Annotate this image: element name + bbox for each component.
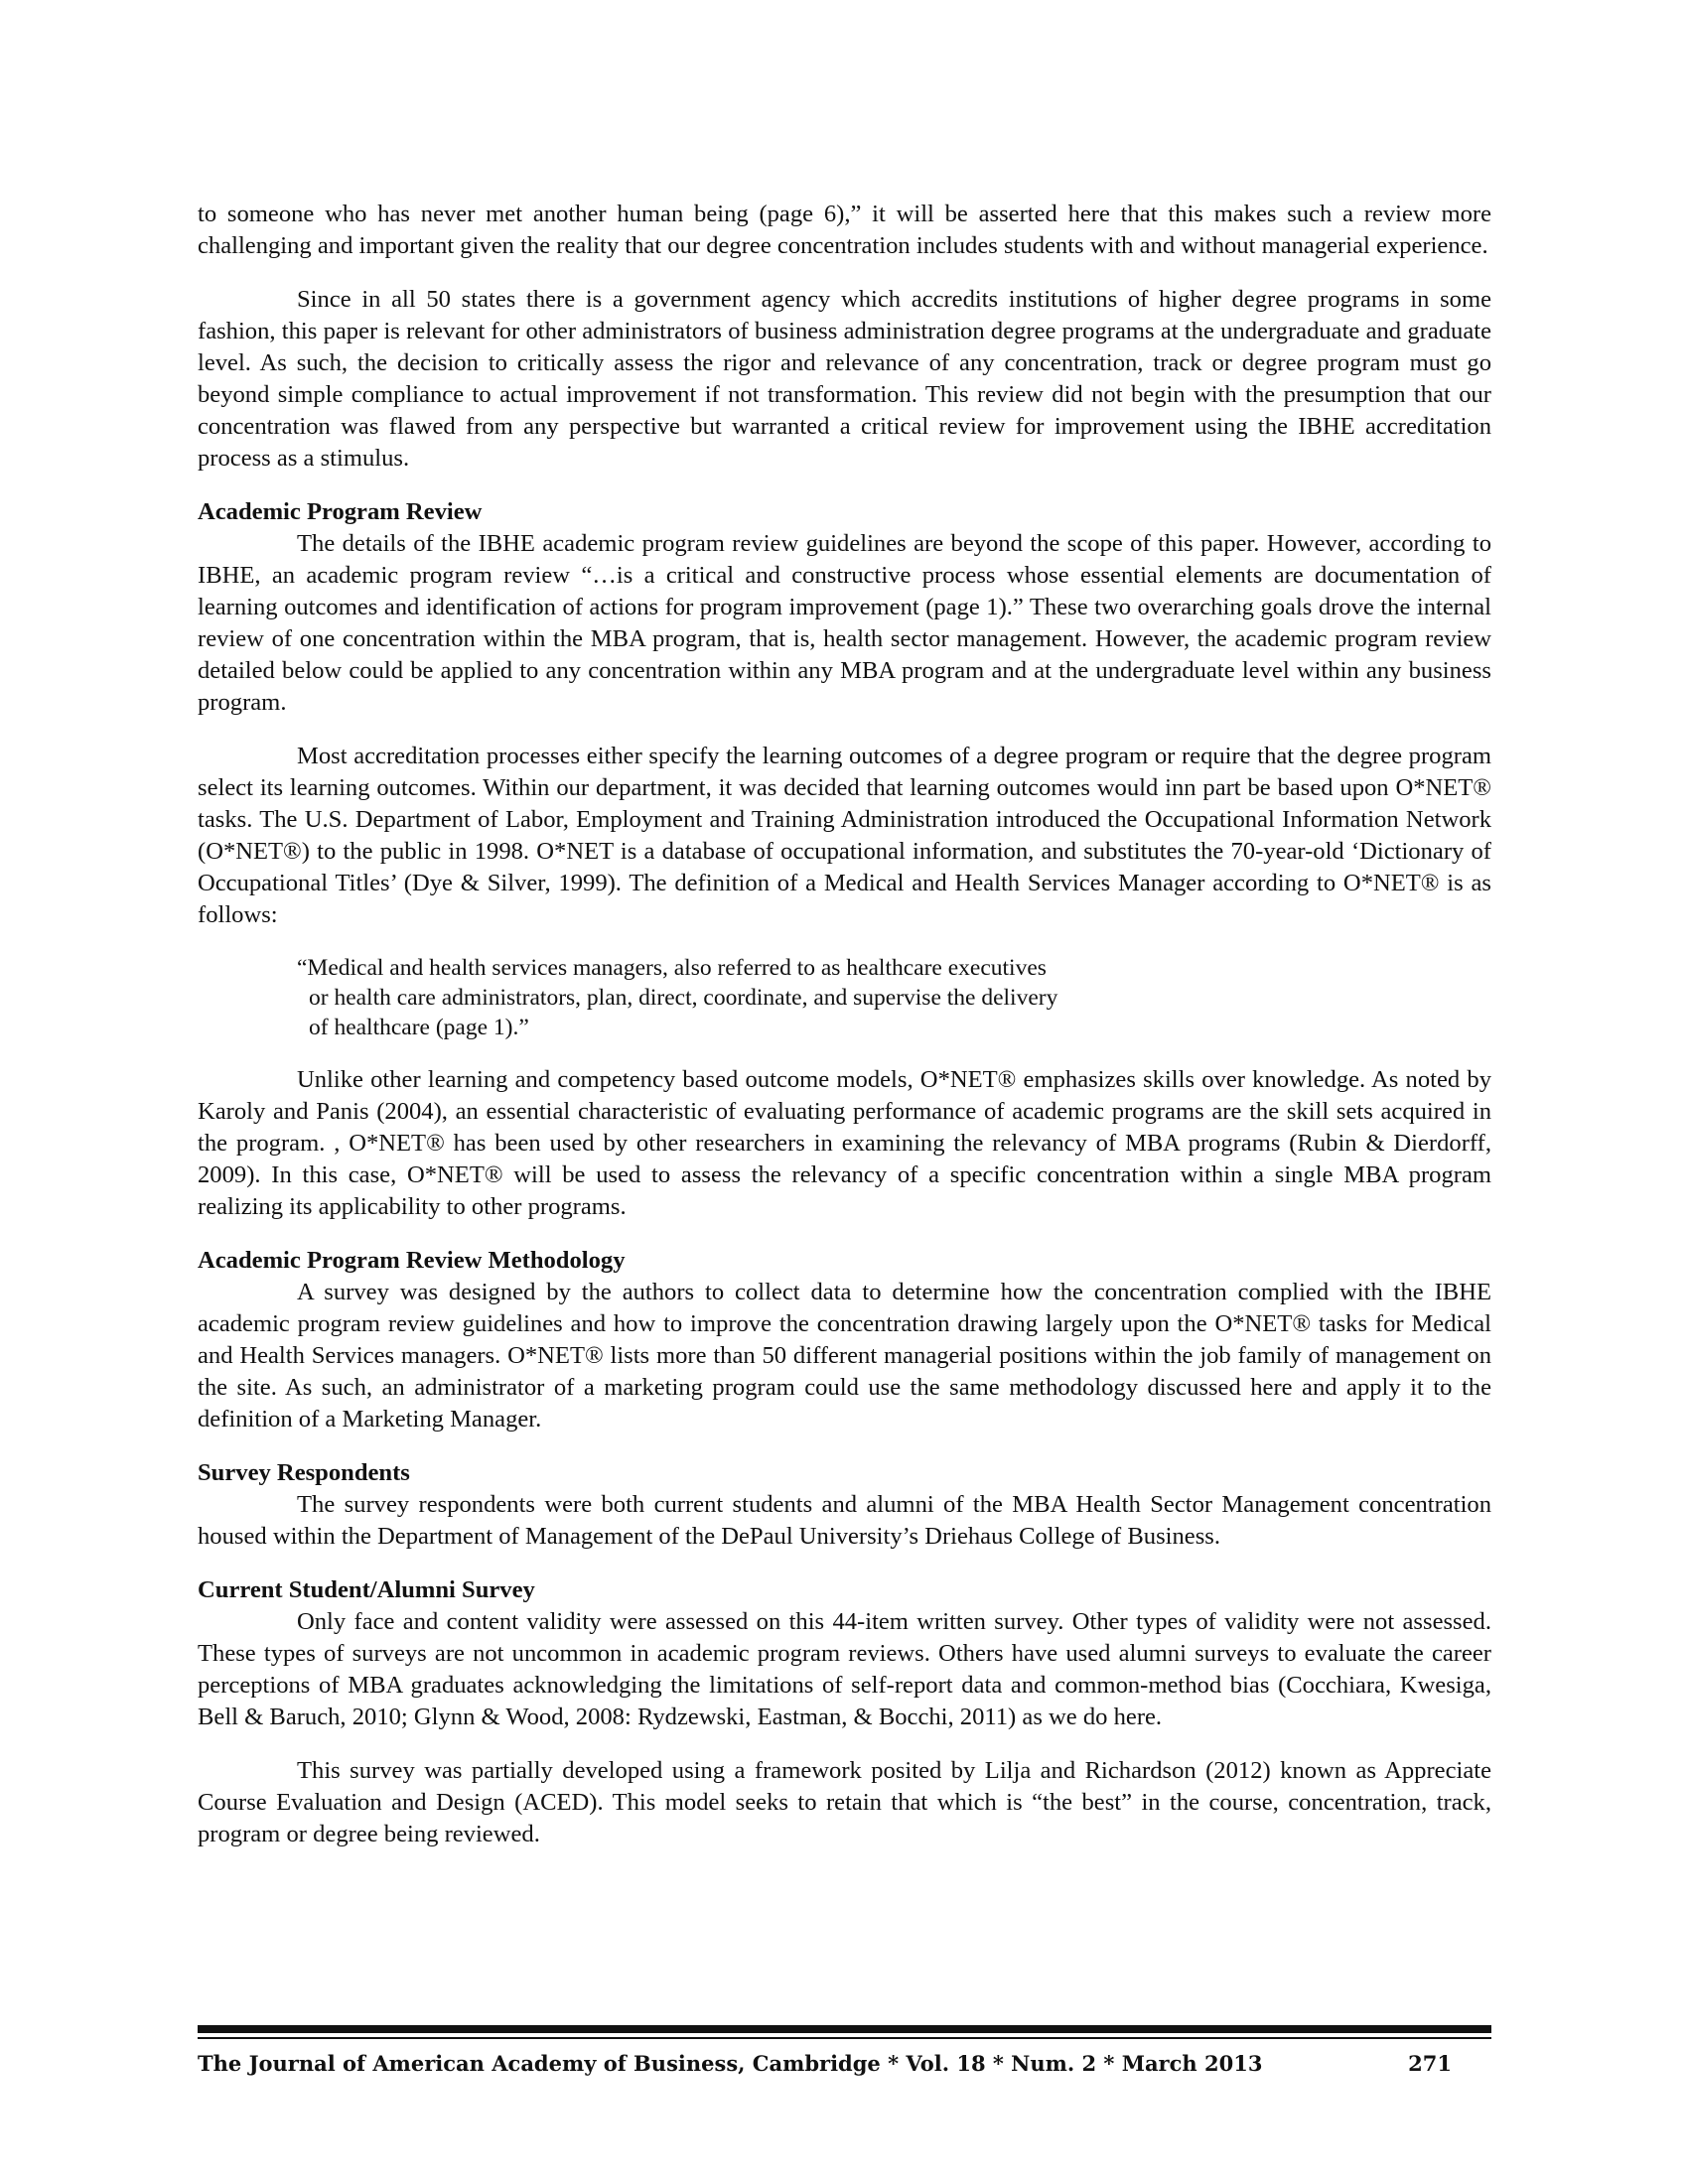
body-paragraph: This survey was partially developed using a framework posited by Lilja and Richardson (2012) known as Appreciate Course Evaluation and Design (ACED). This model seeks to retain that which is “the best” in the course, concentration, track, program or degree being reviewed. xyxy=(198,1757,1491,1847)
section-heading-academic-program-review: Academic Program Review xyxy=(198,498,483,525)
section-heading-methodology: Academic Program Review Methodology xyxy=(198,1247,626,1274)
body-paragraph: Unlike other learning and competency based outcome models, O*NET® emphasizes skills over knowledge. As noted by Karoly and Panis (2004), an essential characteristic of evaluating performance of academic programs are the skill sets acquired in the program. , O*NET® has been used by other researchers in examining the relevancy of MBA programs (Rubin & Dierdorff, 2009). In this case, O*NET® will be used to assess the relevancy of a specific concentration within a single MBA program realizing its applicability to other programs. xyxy=(198,1066,1491,1220)
quote-line: of healthcare (page 1).” xyxy=(309,1015,529,1040)
section-heading-survey-respondents: Survey Respondents xyxy=(198,1459,410,1486)
body-paragraph: Only face and content validity were assessed on this 44-item written survey. Other types of validity were not assessed. These types of surveys are not uncommon in academic program reviews. Others have used alumni surveys to evaluate the career perceptions of MBA graduates acknowledging the limitations of self-report data and common-method bias (Cocchiara, Kwesiga, Bell & Baruch, 2010; Glynn & Wood, 2008: Rydzewski, Eastman, & Bocchi, 2011) as we do here. xyxy=(198,1608,1491,1730)
footer-rule-thin xyxy=(198,2037,1491,2039)
section-heading-current-student-alumni-survey: Current Student/Alumni Survey xyxy=(198,1576,535,1603)
body-paragraph: to someone who has never met another human being (page 6),” it will be asserted here that this makes such a review more challenging and important given the reality that our degree concentration includes students with and without managerial experience. xyxy=(198,201,1491,259)
body-paragraph: Most accreditation processes either specify the learning outcomes of a degree program or require that the degree program select its learning outcomes. Within our department, it was decided that learning outcomes would inn part be based upon O*NET® tasks. The U.S. Department of Labor, Employment and Training Administration introduced the Occupational Information Network (O*NET®) to the public in 1998. O*NET is a database of occupational information, and substitutes the 70-year-old ‘Dictionary of Occupational Titles’ (Dye & Silver, 1999). The definition of a Medical and Health Services Manager according to O*NET® is as follows: xyxy=(198,743,1491,928)
page-body xyxy=(198,199,1491,1850)
page-number: 271 xyxy=(1408,2051,1452,2076)
quote-line: “Medical and health services managers, also referred to as healthcare executives xyxy=(297,955,1047,981)
body-paragraph: The survey respondents were both current students and alumni of the MBA Health Sector Management concentration housed within the Department of Management of the DePaul University’s Driehaus College of Business. xyxy=(198,1491,1491,1550)
quote-line: or health care administrators, plan, direct, coordinate, and supervise the delivery xyxy=(309,985,1058,1011)
body-paragraph: The details of the IBHE academic program review guidelines are beyond the scope of this paper. However, according to IBHE, an academic program review “…is a critical and constructive process whose essential elements are documentation of learning outcomes and identification of actions for program improvement (page 1).” These two overarching goals drove the internal review of one concentration within the MBA program, that is, health sector management. However, the academic program review detailed below could be applied to any concentration within any MBA program and at the undergraduate level within any business program. xyxy=(198,530,1491,716)
footer-rule xyxy=(198,2025,1491,2033)
journal-citation: The Journal of American Academy of Business, Cambridge * Vol. 18 * Num. 2 * March 2013 xyxy=(198,2051,1263,2076)
body-paragraph: A survey was designed by the authors to collect data to determine how the concentration complied with the IBHE academic program review guidelines and how to improve the concentration drawing largely upon the O*NET® tasks for Medical and Health Services managers. O*NET® lists more than 50 different managerial positions within the job family of management on the site. As such, an administrator of a marketing program could use the same methodology discussed here and apply it to the definition of a Marketing Manager. xyxy=(198,1279,1491,1433)
block-quote xyxy=(297,953,1171,1042)
body-paragraph: Since in all 50 states there is a government agency which accredits institutions of higher degree programs in some fashion, this paper is relevant for other administrators of business administration degree programs at the undergraduate and graduate level. As such, the decision to critically assess the rigor and relevance of any concentration, track or degree program must go beyond simple compliance to actual improvement if not transformation. This review did not begin with the presumption that our concentration was flawed from any perspective but warranted a critical review for improvement using the IBHE accreditation process as a stimulus. xyxy=(198,286,1491,472)
